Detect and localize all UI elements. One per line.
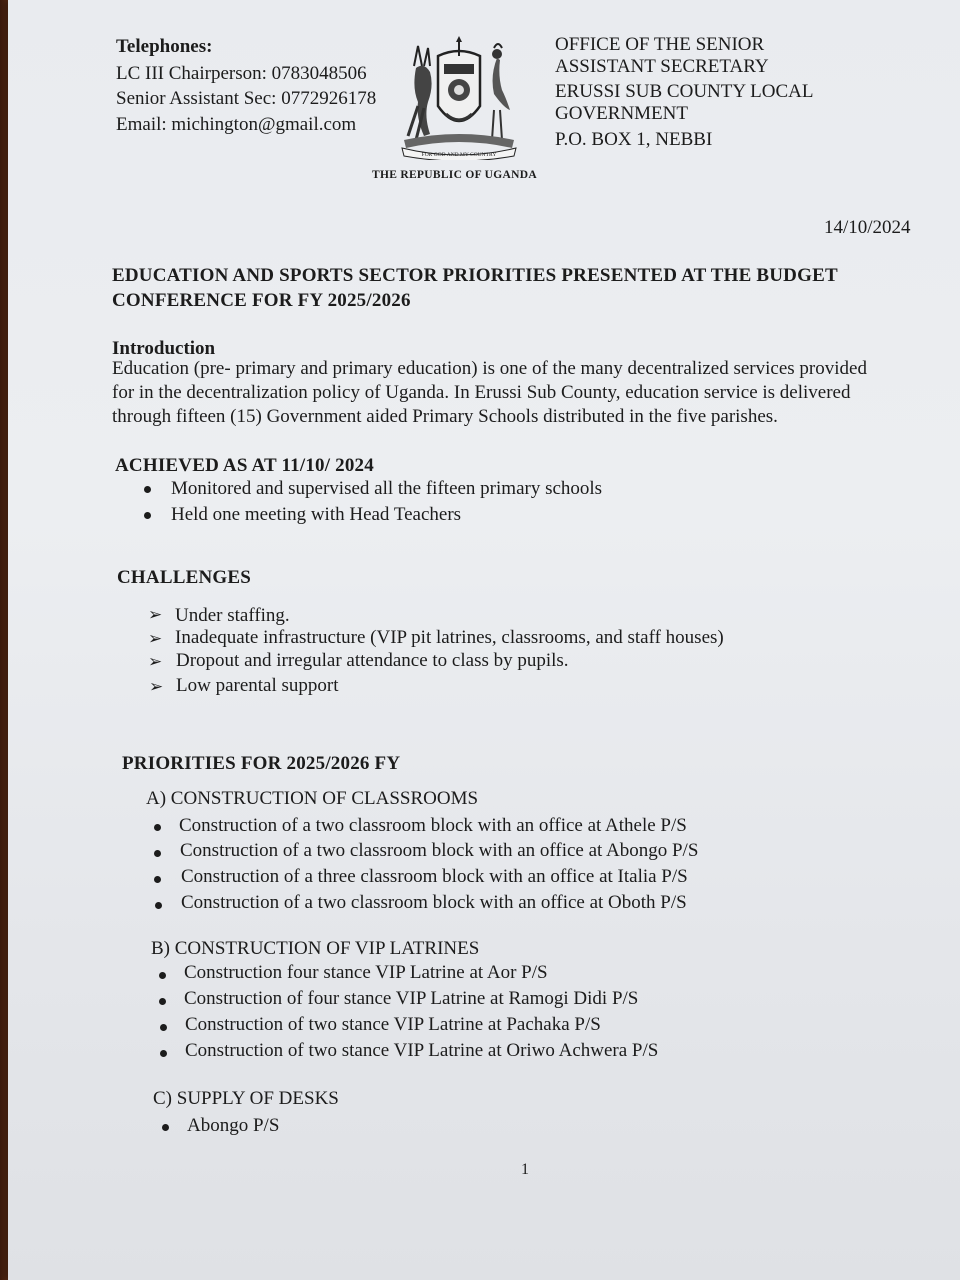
priorities-heading: PRIORITIES FOR 2025/2026 FY (122, 753, 401, 774)
email-address: Email: michington@gmail.com (116, 114, 357, 135)
bullet-dot (160, 1024, 167, 1031)
uganda-coat-of-arms-icon (394, 36, 524, 160)
arrow-bullet-icon: ➢ (148, 652, 163, 672)
bullet-dot (144, 512, 151, 519)
latrine-item: Construction of two stance VIP Latrine at Oriwo Achwera P/S (185, 1040, 659, 1061)
senior-assistant-sec-phone: Senior Assistant Sec: 0772926178 (116, 88, 377, 109)
office-line-5: P.O. BOX 1, NEBBI (555, 129, 713, 150)
document-title-line-1: EDUCATION AND SPORTS SECTOR PRIORITIES PRESENTED AT THE BUDGET (112, 265, 838, 286)
classroom-item: Construction of a two classroom block with an office at Oboth P/S (181, 892, 687, 913)
lc3-chairperson-phone: LC III Chairperson: 0783048506 (116, 63, 367, 84)
republic-caption: THE REPUBLIC OF UGANDA (372, 169, 537, 181)
bullet-dot (144, 486, 151, 493)
desk-item: Abongo P/S (187, 1115, 280, 1136)
challenge-item: Under staffing. (175, 605, 290, 626)
introduction-line-1: Education (pre- primary and primary education) is one of the many decentralized services provided (112, 358, 867, 379)
latrine-item: Construction of two stance VIP Latrine at Pachaka P/S (185, 1014, 601, 1035)
priority-section-b-label: B) CONSTRUCTION OF VIP LATRINES (151, 938, 480, 959)
bullet-dot (162, 1124, 169, 1131)
bullet-dot (155, 902, 162, 909)
bullet-dot (154, 824, 161, 831)
introduction-heading: Introduction (112, 338, 216, 359)
arrow-bullet-icon: ➢ (148, 605, 163, 625)
bullet-dot (154, 850, 161, 857)
introduction-line-3: through fifteen (15) Government aided Primary Schools distributed in the five parishes. (112, 406, 778, 427)
bullet-dot (154, 876, 161, 883)
arrow-bullet-icon: ➢ (149, 677, 164, 697)
classroom-item: Construction of a two classroom block with an office at Abongo P/S (180, 840, 699, 861)
document-date: 14/10/2024 (824, 217, 911, 238)
telephones-label: Telephones: (116, 36, 213, 57)
latrine-item: Construction four stance VIP Latrine at Aor P/S (184, 962, 548, 983)
bullet-dot (160, 1050, 167, 1057)
arrow-bullet-icon: ➢ (148, 629, 163, 649)
classroom-item: Construction of a three classroom block with an office at Italia P/S (181, 866, 688, 887)
page-number: 1 (521, 1161, 529, 1178)
achieved-heading: ACHIEVED AS AT 11/10/ 2024 (115, 455, 374, 476)
introduction-line-2: for in the decentralization policy of Uganda. In Erussi Sub County, education service is delivered (112, 382, 851, 403)
challenge-item: Inadequate infrastructure (VIP pit latrines, classrooms, and staff houses) (175, 627, 724, 648)
classroom-item: Construction of a two classroom block with an office at Athele P/S (179, 815, 687, 836)
crest-motto: FOR GOD AND MY COUNTRY (421, 152, 497, 158)
challenges-heading: CHALLENGES (117, 567, 251, 588)
document-title-line-2: CONFERENCE FOR FY 2025/2026 (112, 290, 411, 311)
document-page (8, 0, 960, 1280)
challenge-item: Low parental support (176, 675, 339, 696)
achieved-item: Held one meeting with Head Teachers (171, 504, 462, 525)
bullet-dot (159, 972, 166, 979)
achieved-item: Monitored and supervised all the fifteen primary schools (171, 478, 603, 499)
bullet-dot (159, 998, 166, 1005)
priority-section-a-label: A) CONSTRUCTION OF CLASSROOMS (146, 788, 479, 809)
latrine-item: Construction of four stance VIP Latrine at Ramogi Didi P/S (184, 988, 639, 1009)
office-line-1: OFFICE OF THE SENIOR (555, 34, 765, 55)
office-line-3: ERUSSI SUB COUNTY LOCAL (555, 81, 814, 102)
priority-section-c-label: C) SUPPLY OF DESKS (153, 1088, 339, 1109)
office-line-2: ASSISTANT SECRETARY (555, 56, 769, 77)
challenge-item: Dropout and irregular attendance to class by pupils. (176, 650, 569, 671)
office-line-4: GOVERNMENT (555, 103, 688, 124)
